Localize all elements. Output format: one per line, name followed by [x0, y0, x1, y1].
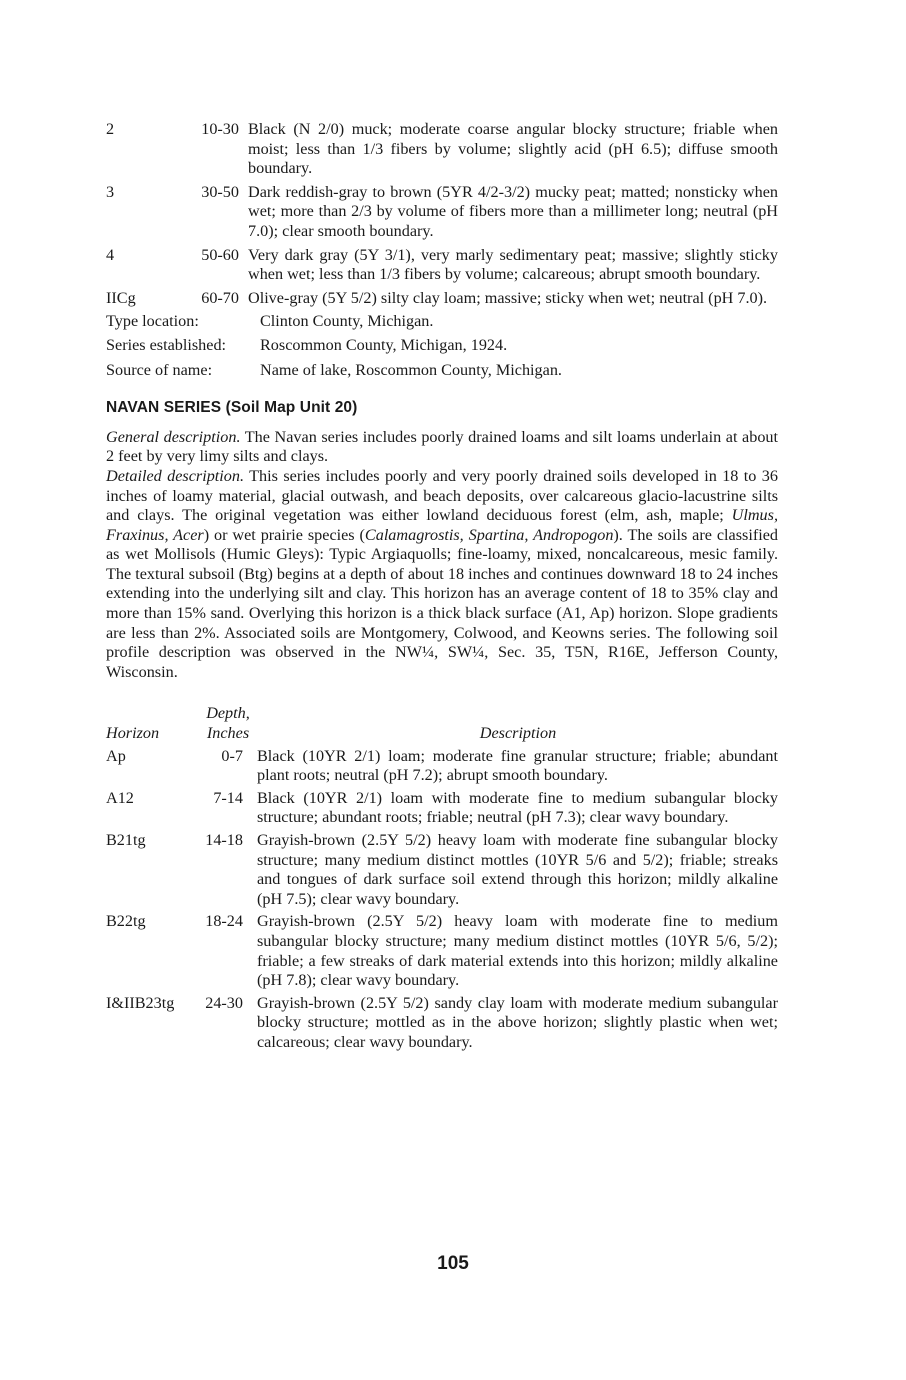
general-description-label: General description. [106, 427, 241, 446]
depth-value: 24-30 [205, 993, 243, 1012]
depth-header-line: Inches [206, 724, 250, 743]
depth-value: 60-70 [201, 288, 239, 307]
horizon-description: Dark reddish-gray to brown (5YR 4/2-3/2) mucky peat; matted; nonsticky when wet; more than 2/3 by volume of fibers more than a millimeter long; neutral (pH 7.0); clear smooth boundary. [248, 182, 778, 240]
horizon-label: Ap [106, 746, 126, 765]
horizon-description: Very dark gray (5Y 3/1), very marly sedimentary peat; massive; slightly sticky when wet; less than 1/3 fibers by volume; calcareous; abrupt smooth boundary. [248, 245, 778, 284]
detailed-description-label: Detailed description. [106, 466, 245, 485]
profile-row [106, 120, 778, 179]
genus-names: Ulmus, Fraxinus, Acer [106, 506, 778, 544]
depth-value: 30-50 [201, 182, 239, 201]
horizon-description: Grayish-brown (2.5Y 5/2) sandy clay loam with moderate medium subangular blocky structure; mottled as in the above horizon; slightly plastic when wet; calcareous; clear wavy boundary. [257, 993, 778, 1051]
meta-value: Roscommon County, Michigan, 1924. [260, 336, 508, 355]
horizon-description: Black (10YR 2/1) loam with moderate fine to medium subangular blocky structure; abundant roots; friable; neutral (pH 7.3); clear wavy boundary. [257, 788, 778, 827]
table-row [106, 831, 778, 909]
table-row [106, 747, 778, 786]
general-description-text: The Navan series includes poorly drained loams and silt loams underlain at about 2 feet by very limy silts and clays. [106, 427, 778, 466]
page-body [106, 120, 778, 1053]
horizon-label: 4 [106, 245, 115, 264]
horizon-label: A12 [106, 788, 134, 807]
detailed-text: ). The soils are classified as wet Mollisols (Humic Gleys): Typic Argiaquolls; fine-loamy, mixed, noncalcareous, mesic family. The textural subsoil (Btg) begins at a depth of about 18 inches and continues downward 18 to 24 inches extending into the underlying silt and clay. This horizon has an average content of 18 to 35% clay and more than 15% sand. Overlying this horizon is a thick black surface (A1, Ap) horizon. Slope gradients are less than 2%. Associated soils are Montgomery, Colwood, and Keowns series. The following soil profile description was observed in the NW¼, SW¼, Sec. 35, T5N, R16E, Jefferson County, Wisconsin. [106, 525, 778, 681]
depth-value: 50-60 [201, 245, 239, 264]
series-metadata [106, 312, 778, 380]
detailed-text: ) or wet prairie species ( [203, 525, 365, 544]
horizon-label: I&IIB23tg [106, 993, 175, 1012]
horizon-description: Grayish-brown (2.5Y 5/2) heavy loam with moderate fine to medium subangular blocky structure; many medium distinct mottles (10YR 5/6, 5/2); friable; a few streaks of dark material extends into this horizon; mildly alkaline (pH 7.8); clear wavy boundary. [257, 912, 778, 990]
column-header-description: Description [479, 724, 557, 743]
table-header [106, 704, 778, 743]
detailed-text: This series includes poorly and very poorly drained soils developed in 18 to 36 inches of loamy material, glacial outwash, and beach deposits, over calcareous glacio-lacustrine silts and clays. The original vegetation was either lowland deciduous forest (elm, ash, maple; [106, 466, 778, 525]
genus-names: Calamagrostis, Spartina, Andropogon [364, 525, 614, 544]
table-row [106, 789, 778, 828]
column-header-depth [198, 704, 258, 743]
horizon-description: Black (10YR 2/1) loam; moderate fine granular structure; friable; abundant plant roots; neutral (pH 7.2); abrupt smooth boundary. [257, 746, 778, 785]
depth-value: 14-18 [205, 831, 243, 849]
detailed-description [106, 467, 778, 683]
table-row [106, 912, 778, 990]
meta-label: Series established: [106, 336, 227, 355]
meta-label: Type location: [106, 312, 199, 331]
column-header-horizon: Horizon [106, 724, 160, 743]
meta-row [106, 312, 778, 332]
horizon-label: B22tg [106, 912, 146, 931]
table-row [106, 994, 778, 1053]
horizon-description: Grayish-brown (2.5Y 5/2) heavy loam with moderate fine subangular blocky structure; many medium distinct mottles (10YR 5/6 and 5/2); friable; streaks and tongues of dark surface soil extend through this horizon; mildly alkaline (pH 7.5); clear wavy boundary. [257, 831, 778, 908]
depth-value: 18-24 [205, 912, 243, 931]
depth-value: 0-7 [221, 746, 243, 765]
profile-continuation [106, 120, 778, 308]
meta-value: Clinton County, Michigan. [260, 312, 434, 331]
horizon-description: Black (N 2/0) muck; moderate coarse angular blocky structure; friable when moist; less than 1/3 fibers by volume; slightly acid (pH 6.5); diffuse smooth boundary. [248, 120, 778, 178]
meta-row [106, 361, 778, 381]
meta-row [106, 336, 778, 356]
section-heading: NAVAN SERIES (Soil Map Unit 20) [106, 399, 358, 417]
horizon-description: Olive-gray (5Y 5/2) silty clay loam; massive; sticky when wet; neutral (pH 7.0). [248, 288, 768, 307]
depth-value: 7-14 [213, 788, 243, 807]
horizon-label: 3 [106, 182, 115, 201]
meta-label: Source of name: [106, 360, 213, 379]
horizon-label: B21tg [106, 831, 146, 849]
profile-row [106, 183, 778, 242]
depth-header-line: Depth, [206, 704, 250, 723]
horizon-label: IICg [106, 288, 136, 307]
meta-value: Name of lake, Roscommon County, Michigan. [260, 360, 562, 379]
depth-value: 10-30 [201, 120, 239, 138]
page-number: 105 [437, 1253, 469, 1274]
profile-row [106, 246, 778, 285]
profile-row [106, 289, 778, 309]
horizon-label: 2 [106, 120, 115, 138]
general-description [106, 428, 778, 467]
